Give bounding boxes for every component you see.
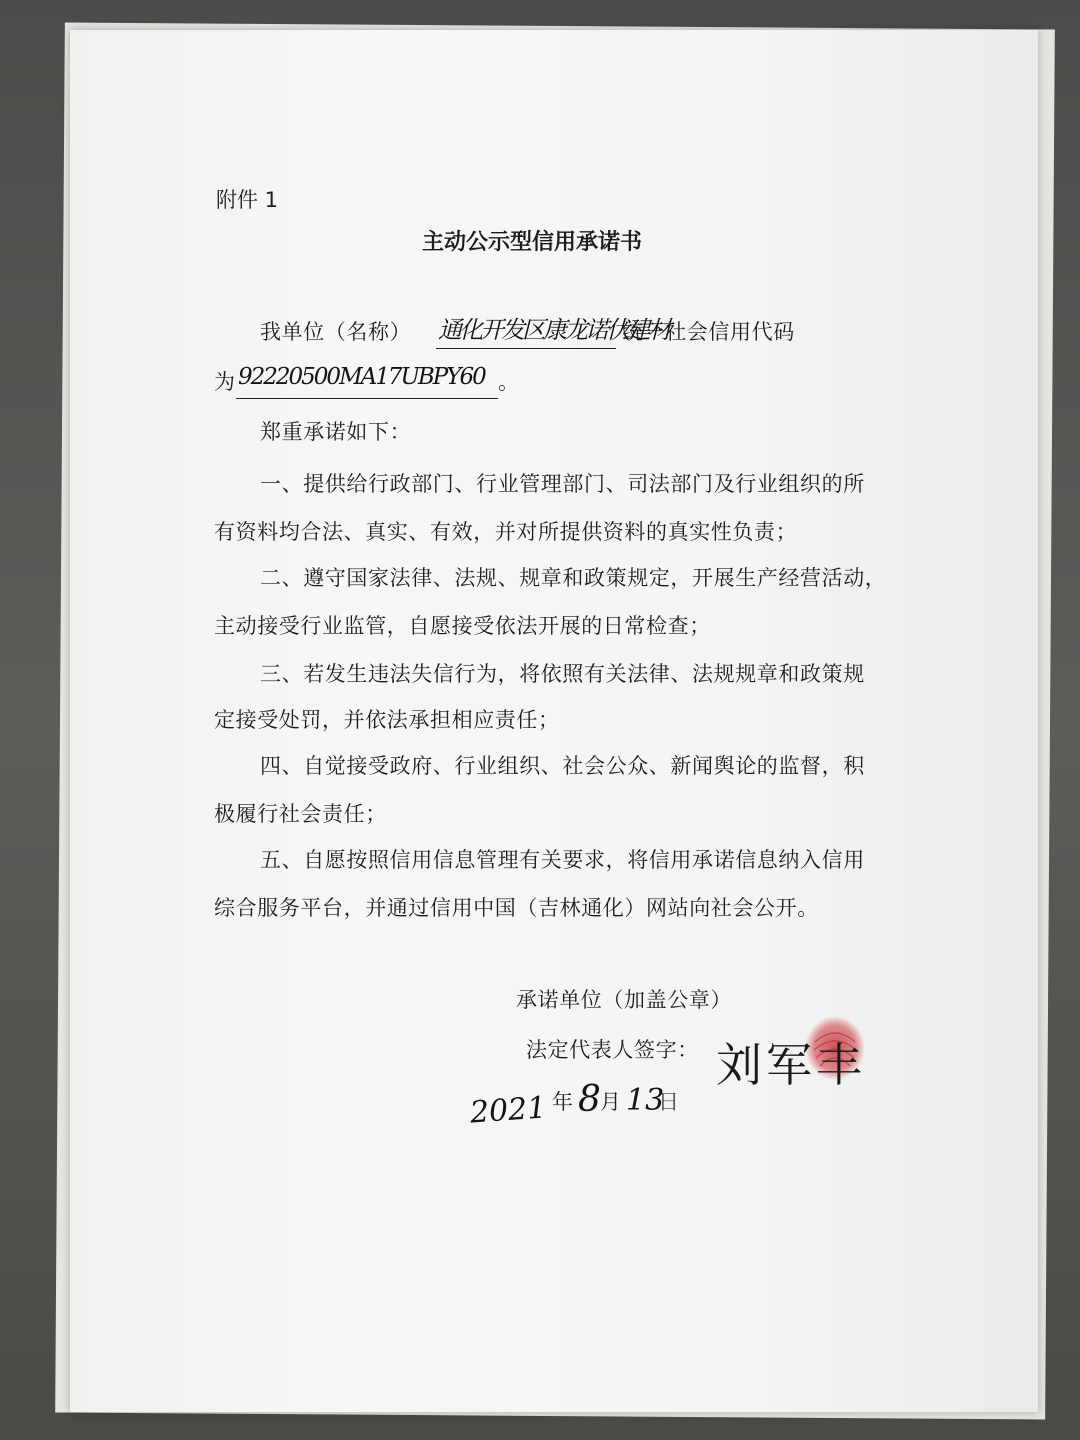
item-1-line-1: 一、提供给行政部门、行业管理部门、司法部门及行业组织的所 [260, 472, 865, 496]
item-1-line-2: 有资料均合法、真实、有效，并对所提供资料的真实性负责； [214, 520, 798, 544]
item-4-line-1: 四、自觉接受政府、行业组织、社会公众、新闻舆论的监督，积 [260, 754, 865, 778]
intro-suffix: 统一社会信用代码 [622, 320, 795, 344]
intro-prefix: 我单位（名称） [260, 320, 412, 344]
document-page [70, 30, 1038, 1412]
attachment-label: 附件 1 [216, 188, 279, 212]
item-4-line-2: 极履行社会责任； [214, 802, 387, 826]
company-name-underline [436, 348, 616, 349]
item-3-line-2: 定接受处罚，并依法承担相应责任； [214, 708, 560, 732]
item-5-line-2: 综合服务平台，并通过信用中国（吉林通化）网站向社会公开。 [214, 896, 819, 920]
credit-code-handwritten: 92220500MA17UBPY60 [238, 364, 485, 390]
document-title: 主动公示型信用承诺书 [422, 230, 643, 255]
item-2-line-1: 二、遵守国家法律、法规、规章和政策规定，开展生产经营活动， [260, 566, 887, 590]
date-day-char: 日 [658, 1090, 679, 1114]
date-year-handwritten: 2021 [468, 1090, 548, 1131]
company-name-handwritten: 通化开发区康龙诺伏建材 [438, 316, 669, 344]
item-3-line-1: 三、若发生违法失信行为，将依照有关法律、法规规章和政策规 [260, 662, 865, 686]
code-prefix: 为 [214, 370, 236, 394]
solemn-pledge: 郑重承诺如下： [260, 420, 412, 444]
date-day-handwritten: 13 [626, 1083, 665, 1118]
date-month-char: 月 [600, 1090, 621, 1114]
legal-rep-label: 法定代表人签字： [526, 1038, 699, 1062]
item-5-line-1: 五、自愿按照信用信息管理有关要求，将信用承诺信息纳入信用 [260, 848, 865, 872]
date-year-char: 年 [552, 1090, 573, 1114]
commitment-unit-label: 承诺单位（加盖公章） [516, 988, 732, 1012]
legal-rep-signature: 刘军丰 [716, 1038, 866, 1092]
date-month-handwritten: 8 [578, 1079, 601, 1120]
item-2-line-2: 主动接受行业监管，自愿接受依法开展的日常检查； [214, 614, 711, 638]
code-suffix: 。 [498, 370, 520, 394]
credit-code-underline [236, 398, 498, 399]
